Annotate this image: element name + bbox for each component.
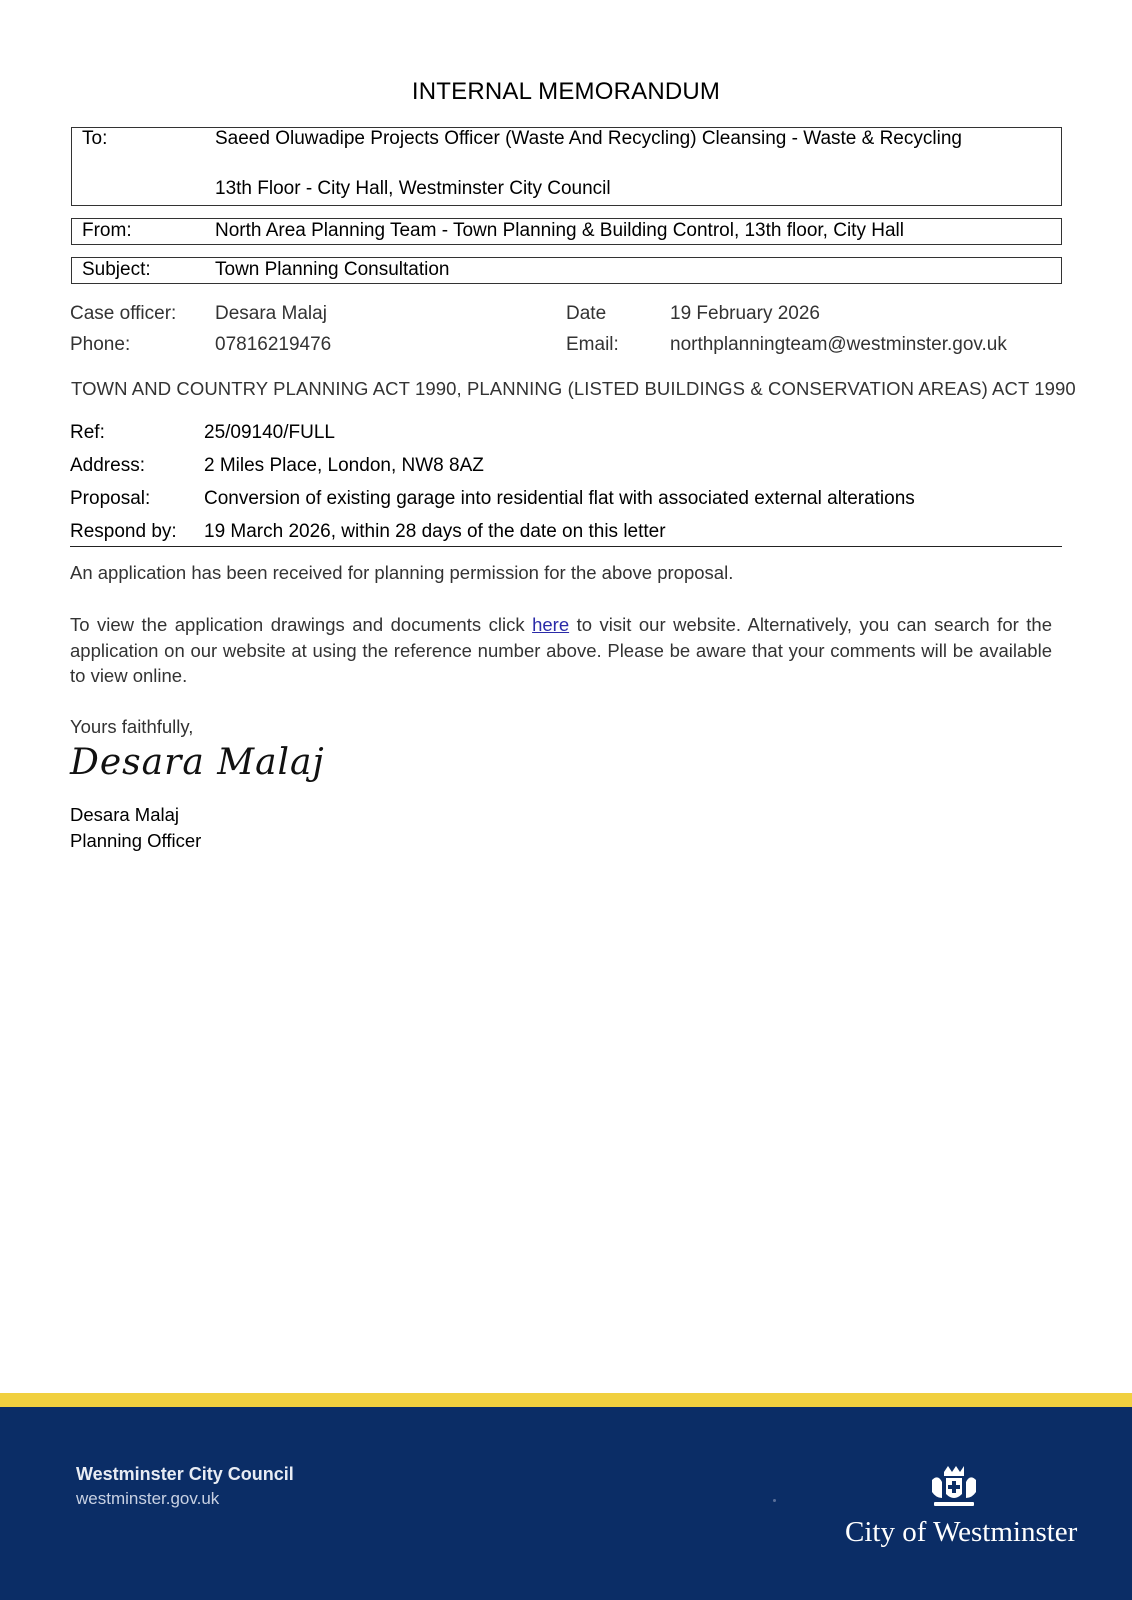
act-title: TOWN AND COUNTRY PLANNING ACT 1990, PLANNING (LISTED BUILDINGS & CONSERVATION AREAS) ACT 1990 (71, 378, 1076, 399)
signatory-name: Desara Malaj (70, 804, 179, 825)
to-address: 13th Floor - City Hall, Westminster City Council (215, 178, 611, 199)
footer-website: westminster.gov.uk (76, 1489, 220, 1508)
from-value: North Area Planning Team - Town Planning & Building Control, 13th floor, City Hall (215, 220, 904, 241)
footer-dot (773, 1499, 776, 1502)
phone-value: 07816219476 (215, 334, 332, 355)
intro-paragraph: An application has been received for planning permission for the above proposal. (70, 562, 734, 583)
westminster-crest-icon (928, 1464, 980, 1508)
view-text-before: To view the application drawings and documents click (70, 614, 533, 635)
email-label: Email: (566, 334, 619, 355)
details-divider (70, 546, 1062, 547)
proposal-value: Conversion of existing garage into residential flat with associated external alterations (204, 488, 915, 509)
view-paragraph (70, 612, 1052, 689)
respond-by-value: 19 March 2026, within 28 days of the date on this letter (204, 521, 666, 542)
subject-label: Subject: (82, 259, 151, 280)
memo-title: INTERNAL MEMORANDUM (411, 78, 721, 105)
from-label: From: (82, 220, 132, 241)
respond-by-label: Respond by: (70, 521, 177, 542)
to-recipient: Saeed Oluwadipe Projects Officer (Waste And Recycling) Cleansing - Waste & Recycling (215, 128, 962, 149)
proposal-label: Proposal: (70, 488, 151, 509)
to-label: To: (82, 128, 108, 149)
email-value: northplanningteam@westminster.gov.uk (670, 334, 1007, 355)
case-officer-label: Case officer: (70, 303, 177, 324)
application-link[interactable]: here (532, 614, 570, 635)
city-of-westminster-logo-text: City of Westminster (845, 1516, 1078, 1548)
phone-label: Phone: (70, 334, 131, 355)
footer-council-name: Westminster City Council (76, 1464, 294, 1484)
salutation: Yours faithfully, (70, 716, 194, 737)
date-label: Date (566, 303, 607, 324)
address-value: 2 Miles Place, London, NW8 8AZ (204, 455, 484, 476)
view-text-after: to visit our website. Alternatively, you can search for the application on our website at using the reference number above. Please be aware that your comments will be available to view online. (70, 614, 1052, 686)
to-box (71, 127, 1062, 206)
date-value: 19 February 2026 (670, 303, 820, 324)
signatory-position: Planning Officer (70, 830, 202, 851)
case-officer-value: Desara Malaj (215, 303, 327, 324)
ref-label: Ref: (70, 422, 105, 443)
from-box (71, 218, 1062, 245)
ref-value: 25/09140/FULL (204, 422, 335, 443)
subject-box (71, 257, 1062, 284)
address-label: Address: (70, 455, 145, 476)
signature: Desara Malaj (70, 742, 325, 783)
subject-value: Town Planning Consultation (215, 259, 450, 280)
footer-accent-stripe (0, 1393, 1132, 1407)
